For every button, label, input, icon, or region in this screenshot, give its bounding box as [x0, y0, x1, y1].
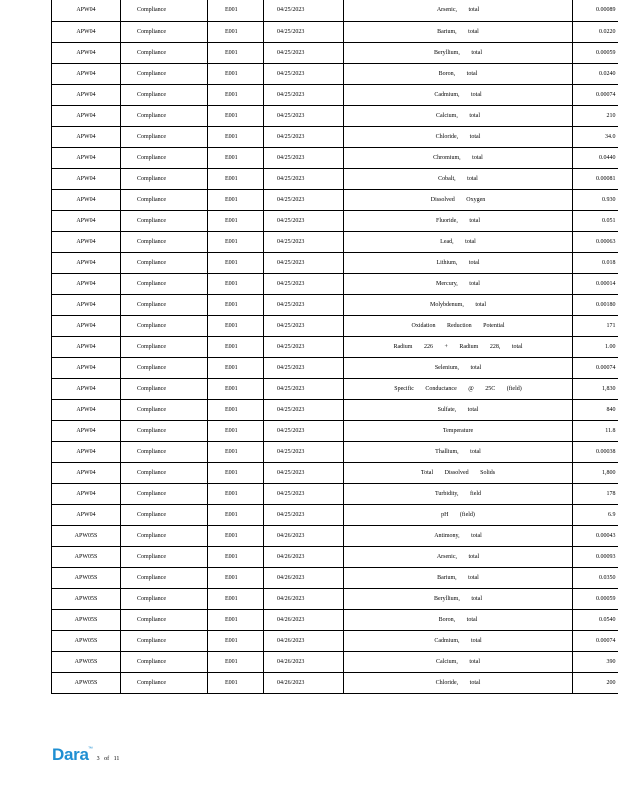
result-value-cell: 0.0350	[573, 567, 618, 588]
parameter-cell: Calcium, total	[344, 105, 573, 126]
sample-date-cell: 04/26/2023	[264, 672, 344, 693]
parameter-cell: Selenium, total	[344, 357, 573, 378]
sample-type-cell: Compliance	[121, 189, 208, 210]
table-row	[52, 525, 618, 546]
location-cell: APW04	[52, 462, 121, 483]
page-number	[97, 756, 120, 762]
sample-type-cell: Compliance	[121, 399, 208, 420]
sample-date-cell: 04/25/2023	[264, 168, 344, 189]
table-row	[52, 21, 618, 42]
sample-type-cell: Compliance	[121, 672, 208, 693]
sample-date-cell: 04/25/2023	[264, 462, 344, 483]
location-cell: APW04	[52, 126, 121, 147]
table-row	[52, 483, 618, 504]
sample-type-cell: Compliance	[121, 84, 208, 105]
event-code-cell: E001	[208, 441, 264, 462]
table-row	[52, 189, 618, 210]
event-code-cell: E001	[208, 231, 264, 252]
sample-type-cell: Compliance	[121, 651, 208, 672]
event-code-cell: E001	[208, 210, 264, 231]
sample-type-cell: Compliance	[121, 63, 208, 84]
parameter-cell: Oxidation Reduction Potential	[344, 315, 573, 336]
result-value-cell: 0.00093	[573, 546, 618, 567]
event-code-cell: E001	[208, 357, 264, 378]
sample-date-cell: 04/26/2023	[264, 609, 344, 630]
event-code-cell: E001	[208, 588, 264, 609]
sample-type-cell: Compliance	[121, 42, 208, 63]
location-cell: APW05S	[52, 651, 121, 672]
location-cell: APW04	[52, 21, 121, 42]
sample-type-cell: Compliance	[121, 126, 208, 147]
sample-type-cell: Compliance	[121, 630, 208, 651]
result-value-cell: 0.930	[573, 189, 618, 210]
result-value-cell: 1,830	[573, 378, 618, 399]
result-value-cell: 6.9	[573, 504, 618, 525]
event-code-cell: E001	[208, 462, 264, 483]
result-value-cell: 0.00074	[573, 84, 618, 105]
sample-date-cell: 04/25/2023	[264, 105, 344, 126]
location-cell: APW05S	[52, 567, 121, 588]
dara-logo	[52, 745, 93, 765]
parameter-cell: Molybdenum, total	[344, 294, 573, 315]
parameter-cell: pH (field)	[344, 504, 573, 525]
location-cell: APW04	[52, 189, 121, 210]
sample-date-cell: 04/26/2023	[264, 588, 344, 609]
location-cell: APW04	[52, 0, 121, 21]
sample-date-cell: 04/25/2023	[264, 420, 344, 441]
sample-type-cell: Compliance	[121, 0, 208, 21]
sample-type-cell: Compliance	[121, 546, 208, 567]
location-cell: APW04	[52, 357, 121, 378]
sample-type-cell: Compliance	[121, 273, 208, 294]
table-row	[52, 420, 618, 441]
event-code-cell: E001	[208, 399, 264, 420]
event-code-cell: E001	[208, 21, 264, 42]
parameter-cell: Chloride, total	[344, 126, 573, 147]
location-cell: APW04	[52, 273, 121, 294]
event-code-cell: E001	[208, 567, 264, 588]
table-row	[52, 84, 618, 105]
result-value-cell: 200	[573, 672, 618, 693]
parameter-cell: Turbidity, field	[344, 483, 573, 504]
sample-type-cell: Compliance	[121, 588, 208, 609]
event-code-cell: E001	[208, 294, 264, 315]
location-cell: APW04	[52, 63, 121, 84]
event-code-cell: E001	[208, 672, 264, 693]
parameter-cell: Boron, total	[344, 63, 573, 84]
table-row	[52, 63, 618, 84]
parameter-cell: Chloride, total	[344, 672, 573, 693]
parameter-cell: Mercury, total	[344, 273, 573, 294]
parameter-cell: Lithium, total	[344, 252, 573, 273]
sample-type-cell: Compliance	[121, 147, 208, 168]
event-code-cell: E001	[208, 84, 264, 105]
sample-type-cell: Compliance	[121, 420, 208, 441]
table-row	[52, 294, 618, 315]
event-code-cell: E001	[208, 126, 264, 147]
result-value-cell: 0.00063	[573, 231, 618, 252]
event-code-cell: E001	[208, 483, 264, 504]
result-value-cell: 0.051	[573, 210, 618, 231]
location-cell: APW04	[52, 231, 121, 252]
event-code-cell: E001	[208, 546, 264, 567]
location-cell: APW05S	[52, 630, 121, 651]
location-cell: APW04	[52, 336, 121, 357]
sample-date-cell: 04/25/2023	[264, 126, 344, 147]
event-code-cell: E001	[208, 504, 264, 525]
table-row	[52, 231, 618, 252]
result-value-cell: 34.0	[573, 126, 618, 147]
parameter-cell: Cadmium, total	[344, 630, 573, 651]
parameter-cell: Chromium, total	[344, 147, 573, 168]
location-cell: APW04	[52, 42, 121, 63]
result-value-cell: 840	[573, 399, 618, 420]
sample-date-cell: 04/25/2023	[264, 336, 344, 357]
parameter-cell: Dissolved Oxygen	[344, 189, 573, 210]
sample-date-cell: 04/25/2023	[264, 252, 344, 273]
sample-date-cell: 04/25/2023	[264, 315, 344, 336]
result-value-cell: 0.00074	[573, 357, 618, 378]
sample-type-cell: Compliance	[121, 294, 208, 315]
location-cell: APW04	[52, 84, 121, 105]
parameter-cell: Barium, total	[344, 567, 573, 588]
sample-date-cell: 04/26/2023	[264, 546, 344, 567]
result-value-cell: 178	[573, 483, 618, 504]
trademark-mark: ™	[87, 746, 93, 752]
event-code-cell: E001	[208, 105, 264, 126]
location-cell: APW05S	[52, 546, 121, 567]
sample-date-cell: 04/25/2023	[264, 273, 344, 294]
result-value-cell: 171	[573, 315, 618, 336]
location-cell: APW04	[52, 399, 121, 420]
result-value-cell: 0.0240	[573, 63, 618, 84]
sample-date-cell: 04/25/2023	[264, 63, 344, 84]
sample-type-cell: Compliance	[121, 378, 208, 399]
sample-type-cell: Compliance	[121, 483, 208, 504]
sample-type-cell: Compliance	[121, 105, 208, 126]
result-value-cell: 0.0440	[573, 147, 618, 168]
sample-date-cell: 04/25/2023	[264, 441, 344, 462]
logo-text: Dara	[52, 745, 89, 764]
location-cell: APW04	[52, 252, 121, 273]
event-code-cell: E001	[208, 651, 264, 672]
sample-date-cell: 04/25/2023	[264, 294, 344, 315]
location-cell: APW04	[52, 420, 121, 441]
event-code-cell: E001	[208, 609, 264, 630]
result-value-cell: 0.00089	[573, 0, 618, 21]
table-row	[52, 672, 618, 693]
table-row	[52, 273, 618, 294]
table-row	[52, 210, 618, 231]
event-code-cell: E001	[208, 525, 264, 546]
sample-date-cell: 04/25/2023	[264, 189, 344, 210]
page-current: 3	[96, 756, 100, 762]
sample-type-cell: Compliance	[121, 21, 208, 42]
table-row	[52, 105, 618, 126]
location-cell: APW04	[52, 147, 121, 168]
parameter-cell: Specific Conductance @ 25C (field)	[344, 378, 573, 399]
sample-date-cell: 04/25/2023	[264, 504, 344, 525]
location-cell: APW04	[52, 504, 121, 525]
sample-type-cell: Compliance	[121, 252, 208, 273]
table-row	[52, 504, 618, 525]
result-value-cell: 11.8	[573, 420, 618, 441]
parameter-cell: Boron, total	[344, 609, 573, 630]
sample-type-cell: Compliance	[121, 462, 208, 483]
location-cell: APW04	[52, 483, 121, 504]
page-footer	[52, 741, 119, 765]
result-value-cell: 1,800	[573, 462, 618, 483]
sample-date-cell: 04/25/2023	[264, 357, 344, 378]
sample-date-cell: 04/26/2023	[264, 630, 344, 651]
sample-type-cell: Compliance	[121, 609, 208, 630]
table-row	[52, 168, 618, 189]
event-code-cell: E001	[208, 420, 264, 441]
result-value-cell: 0.00180	[573, 294, 618, 315]
parameter-cell: Radium 226 + Radium 228, total	[344, 336, 573, 357]
result-value-cell: 0.018	[573, 252, 618, 273]
sample-type-cell: Compliance	[121, 210, 208, 231]
parameter-cell: Fluoride, total	[344, 210, 573, 231]
event-code-cell: E001	[208, 378, 264, 399]
sample-type-cell: Compliance	[121, 357, 208, 378]
page-of: of	[104, 756, 110, 762]
event-code-cell: E001	[208, 189, 264, 210]
table-row	[52, 147, 618, 168]
table-row	[52, 252, 618, 273]
table-row	[52, 42, 618, 63]
parameter-cell: Cadmium, total	[344, 84, 573, 105]
location-cell: APW05S	[52, 672, 121, 693]
result-value-cell: 0.00059	[573, 42, 618, 63]
location-cell: APW04	[52, 315, 121, 336]
event-code-cell: E001	[208, 63, 264, 84]
results-table	[51, 0, 618, 694]
event-code-cell: E001	[208, 315, 264, 336]
event-code-cell: E001	[208, 630, 264, 651]
table-row	[52, 126, 618, 147]
sample-type-cell: Compliance	[121, 315, 208, 336]
sample-date-cell: 04/25/2023	[264, 210, 344, 231]
location-cell: APW05S	[52, 588, 121, 609]
sample-date-cell: 04/25/2023	[264, 147, 344, 168]
result-value-cell: 0.00038	[573, 441, 618, 462]
results-table-body	[52, 0, 618, 693]
parameter-cell: Beryllium, total	[344, 42, 573, 63]
location-cell: APW05S	[52, 525, 121, 546]
table-row	[52, 378, 618, 399]
sample-date-cell: 04/25/2023	[264, 378, 344, 399]
result-value-cell: 0.0540	[573, 609, 618, 630]
sample-type-cell: Compliance	[121, 441, 208, 462]
location-cell: APW05S	[52, 609, 121, 630]
location-cell: APW04	[52, 168, 121, 189]
table-row	[52, 462, 618, 483]
result-value-cell: 0.00074	[573, 630, 618, 651]
sample-type-cell: Compliance	[121, 567, 208, 588]
sample-type-cell: Compliance	[121, 231, 208, 252]
sample-date-cell: 04/25/2023	[264, 231, 344, 252]
table-row	[52, 567, 618, 588]
result-value-cell: 0.00081	[573, 168, 618, 189]
parameter-cell: Lead, total	[344, 231, 573, 252]
result-value-cell: 1.00	[573, 336, 618, 357]
result-value-cell: 390	[573, 651, 618, 672]
location-cell: APW04	[52, 294, 121, 315]
table-row	[52, 336, 618, 357]
location-cell: APW04	[52, 441, 121, 462]
table-row	[52, 357, 618, 378]
event-code-cell: E001	[208, 336, 264, 357]
sample-date-cell: 04/26/2023	[264, 651, 344, 672]
sample-date-cell: 04/25/2023	[264, 84, 344, 105]
table-row	[52, 546, 618, 567]
parameter-cell: Sulfate, total	[344, 399, 573, 420]
event-code-cell: E001	[208, 273, 264, 294]
parameter-cell: Beryllium, total	[344, 588, 573, 609]
table-row	[52, 441, 618, 462]
table-row	[52, 315, 618, 336]
sample-date-cell: 04/25/2023	[264, 42, 344, 63]
parameter-cell: Arsenic, total	[344, 0, 573, 21]
table-row	[52, 630, 618, 651]
event-code-cell: E001	[208, 0, 264, 21]
sample-date-cell: 04/26/2023	[264, 567, 344, 588]
location-cell: APW04	[52, 210, 121, 231]
sample-date-cell: 04/26/2023	[264, 525, 344, 546]
parameter-cell: Total Dissolved Solids	[344, 462, 573, 483]
result-value-cell: 0.00014	[573, 273, 618, 294]
sample-type-cell: Compliance	[121, 168, 208, 189]
parameter-cell: Calcium, total	[344, 651, 573, 672]
sample-date-cell: 04/25/2023	[264, 483, 344, 504]
result-value-cell: 0.00059	[573, 588, 618, 609]
table-row	[52, 399, 618, 420]
sample-date-cell: 04/25/2023	[264, 21, 344, 42]
result-value-cell: 0.0220	[573, 21, 618, 42]
parameter-cell: Barium, total	[344, 21, 573, 42]
sample-type-cell: Compliance	[121, 504, 208, 525]
event-code-cell: E001	[208, 42, 264, 63]
parameter-cell: Antimony, total	[344, 525, 573, 546]
event-code-cell: E001	[208, 252, 264, 273]
parameter-cell: Cobalt, total	[344, 168, 573, 189]
parameter-cell: Thallium, total	[344, 441, 573, 462]
location-cell: APW04	[52, 105, 121, 126]
page-total: 11	[113, 756, 120, 762]
sample-date-cell: 04/25/2023	[264, 0, 344, 21]
result-value-cell: 0.00043	[573, 525, 618, 546]
result-value-cell: 210	[573, 105, 618, 126]
table-row	[52, 588, 618, 609]
sample-type-cell: Compliance	[121, 525, 208, 546]
parameter-cell: Temperature	[344, 420, 573, 441]
parameter-cell: Arsenic, total	[344, 546, 573, 567]
location-cell: APW04	[52, 378, 121, 399]
event-code-cell: E001	[208, 147, 264, 168]
table-row	[52, 0, 618, 21]
table-row	[52, 651, 618, 672]
sample-type-cell: Compliance	[121, 336, 208, 357]
table-row	[52, 609, 618, 630]
event-code-cell: E001	[208, 168, 264, 189]
sample-date-cell: 04/25/2023	[264, 399, 344, 420]
